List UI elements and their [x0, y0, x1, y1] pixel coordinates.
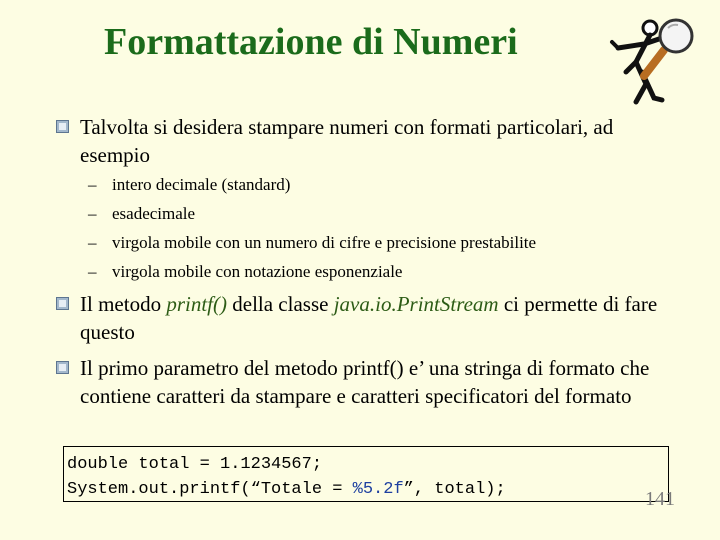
bullet-item [56, 354, 686, 410]
checkbox-bullet-icon [56, 361, 69, 374]
sub-bullet-text: intero decimale (standard) [112, 175, 291, 194]
code-block [63, 446, 669, 502]
code-line: double total = 1.1234567; [67, 455, 323, 474]
bullet-text-part: della classe [227, 292, 334, 316]
printstream-class-name: java.io.PrintStream [333, 292, 499, 316]
printf-method-name: printf() [166, 292, 227, 316]
bullet-item [56, 113, 686, 169]
slide-number: 141 [645, 488, 675, 510]
dash-marker: – [88, 204, 97, 223]
checkbox-bullet-icon [56, 120, 69, 133]
sub-bullet-text: virgola mobile con notazione esponenziale [112, 262, 403, 281]
code-text: System.out.printf(“Totale = [67, 480, 353, 499]
sub-bullet-text: esadecimale [112, 204, 196, 223]
dash-marker: – [88, 233, 97, 252]
slide-title: Formattazione di Numeri [104, 21, 518, 63]
bullet-item [56, 290, 686, 346]
sub-bullet-item [88, 203, 688, 232]
bullet-text-part: ci permette di fare questo [80, 292, 658, 344]
sub-bullet-item [88, 261, 688, 290]
bullet-text-part: Il metodo [80, 292, 167, 316]
code-text: ”, total); [403, 480, 506, 499]
bullet-text: Talvolta si desidera stampare numeri con formati particolari, ad esempio [80, 115, 614, 167]
dash-marker: – [88, 262, 97, 281]
sub-bullet-item [88, 174, 688, 203]
bullet-text [80, 290, 686, 346]
sub-bullet-list [88, 174, 688, 290]
code-line [67, 477, 668, 502]
sub-bullet-text: virgola mobile con un numero di cifre e precisione prestabilite [112, 233, 537, 252]
sub-bullet-item [88, 232, 688, 261]
dash-marker: – [88, 175, 97, 194]
magnifier-figure-clipart [606, 14, 700, 108]
bullet-text: Il primo parametro del metodo printf() e’ una stringa di formato che contiene caratteri da stampare e caratteri specificatori del formato [80, 356, 650, 408]
format-specifier: %5.2f [352, 480, 404, 499]
checkbox-bullet-icon [56, 297, 69, 310]
